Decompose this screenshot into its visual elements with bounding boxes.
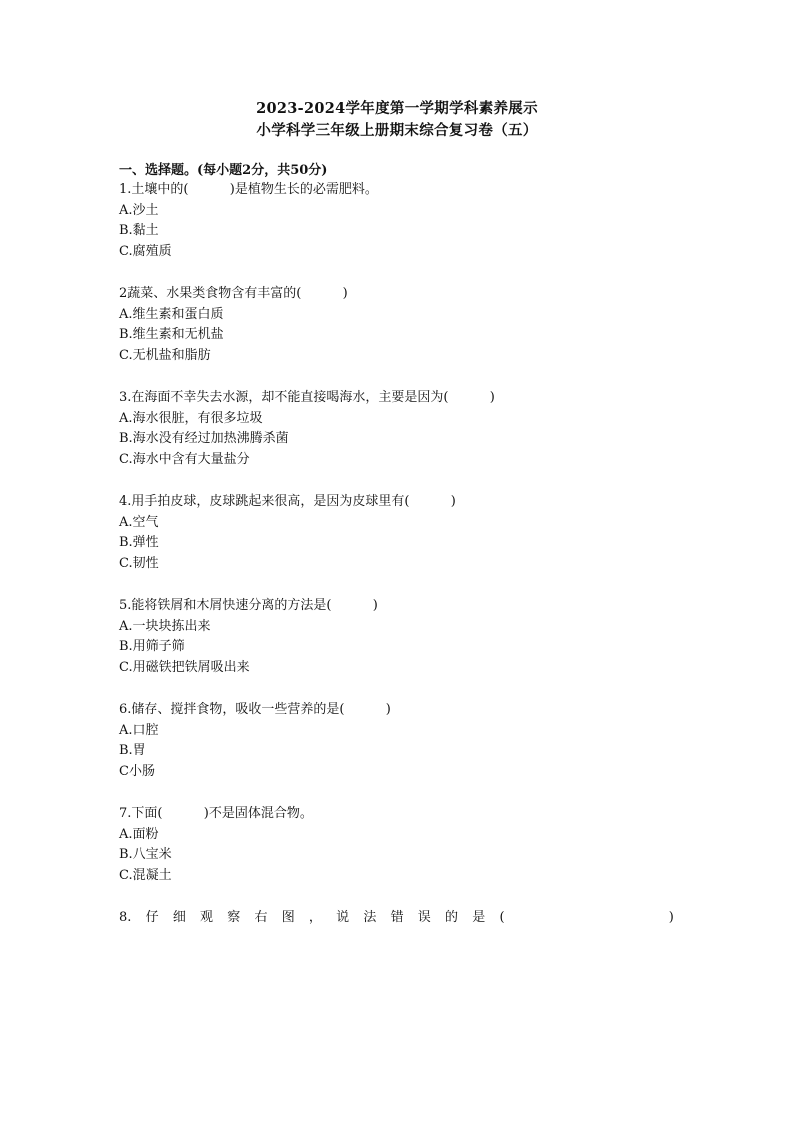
option-a: A.空气	[119, 514, 159, 530]
question-3	[119, 388, 719, 471]
question-stem: 3.在海面不幸失去水源，却不能直接喝海水，主要是因为( )	[119, 390, 495, 405]
exam-title-line2: 小学科学三年级上册期末综合复习卷（五）	[256, 122, 538, 139]
q8-char: 观	[200, 910, 214, 925]
option-b: B.用筛子筛	[119, 639, 185, 655]
question-8-stem	[119, 908, 674, 928]
option-c: C小肠	[119, 764, 155, 780]
option-b: B.维生素和无机盐	[119, 327, 224, 343]
question-stem: 7.下面( )不是固体混合物。	[119, 806, 313, 821]
option-a: A.面粉	[119, 826, 159, 842]
option-b: B.黏土	[119, 223, 159, 239]
question-7	[119, 804, 719, 887]
q8-char: 8.	[119, 910, 132, 925]
option-a: A.一块块拣出来	[119, 618, 211, 634]
question-6	[119, 700, 719, 783]
question-stem: 6.储存、搅拌食物，吸收一些营养的是( )	[119, 702, 391, 717]
option-c: C.腐殖质	[119, 244, 172, 260]
q8-char: (	[499, 910, 505, 925]
q8-char: 的	[445, 910, 459, 925]
option-c: C.用磁铁把铁屑吸出来	[119, 660, 250, 676]
question-1	[119, 180, 719, 263]
q8-char: ，	[308, 910, 322, 925]
option-c: C.海水中含有大量盐分	[119, 452, 250, 468]
q8-char: 图	[281, 910, 295, 925]
option-c: C.无机盐和脂肪	[119, 348, 211, 364]
question-4	[119, 492, 719, 575]
q8-char: 细	[172, 910, 186, 925]
option-a: A.维生素和蛋白质	[119, 306, 224, 322]
option-b: B.胃	[119, 743, 146, 759]
exam-title-line1: 2023-2024学年度第一学期学科素养展示	[256, 100, 538, 117]
q8-char: 仔	[145, 910, 159, 925]
option-a: A.沙土	[119, 202, 159, 218]
q8-char: 法	[363, 910, 377, 925]
q8-char: 右	[254, 910, 268, 925]
section-heading: 一、选择题。(每小题2分，共50分)	[119, 163, 328, 178]
question-stem: 1.土壤中的( )是植物生长的必需肥料。	[119, 182, 378, 197]
option-b: B.海水没有经过加热沸腾杀菌	[119, 431, 289, 447]
question-stem: 4.用手拍皮球，皮球跳起来很高，是因为皮球里有( )	[119, 494, 456, 509]
q8-char: 错	[390, 910, 404, 925]
q8-char: )	[668, 910, 674, 925]
option-c: C.韧性	[119, 556, 159, 572]
question-stem: 2蔬菜、水果类食物含有丰富的( )	[119, 286, 348, 301]
question-2	[119, 284, 719, 367]
question-5	[119, 596, 719, 679]
q8-char: 误	[417, 910, 431, 925]
option-b: B.弹性	[119, 535, 159, 551]
question-stem: 5.能将铁屑和木屑快速分离的方法是( )	[119, 598, 378, 613]
option-a: A.海水很脏，有很多垃圾	[119, 410, 263, 426]
option-c: C.混凝土	[119, 868, 172, 884]
q8-char: 说	[336, 910, 350, 925]
option-a: A.口腔	[119, 722, 159, 738]
q8-char: 察	[227, 910, 241, 925]
q8-char: 是	[472, 910, 486, 925]
option-b: B.八宝米	[119, 847, 172, 863]
